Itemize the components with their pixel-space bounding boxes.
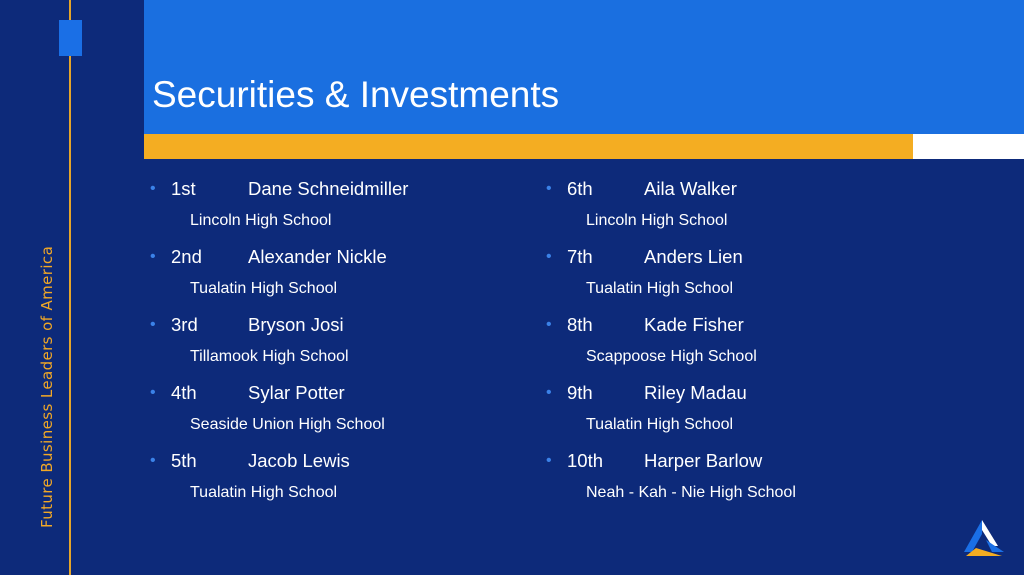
accent-bar-end xyxy=(913,134,1024,159)
result-place: 1st xyxy=(171,178,196,199)
sidebar-divider-line xyxy=(69,0,71,575)
result-place: 9th xyxy=(567,382,593,403)
bullet-icon: • xyxy=(150,248,156,265)
result-name: Jacob Lewis xyxy=(248,450,350,471)
result-school: Tillamook High School xyxy=(190,348,349,365)
bullet-icon: • xyxy=(150,316,156,333)
result-place: 2nd xyxy=(171,246,202,267)
result-name: Sylar Potter xyxy=(248,382,345,403)
result-school: Neah - Kah - Nie High School xyxy=(586,484,796,501)
bullet-icon: • xyxy=(546,248,552,265)
result-place: 8th xyxy=(567,314,593,335)
result-name: Riley Madau xyxy=(644,382,747,403)
sidebar-accent-tab xyxy=(59,20,82,56)
result-place: 5th xyxy=(171,450,197,471)
result-school: Tualatin High School xyxy=(586,416,734,433)
sidebar xyxy=(0,0,144,575)
result-name: Dane Schneidmiller xyxy=(248,178,409,199)
result-school: Scappoose High School xyxy=(586,348,757,365)
result-place: 6th xyxy=(567,178,593,199)
organization-name: Future Business Leaders of America xyxy=(38,245,56,528)
result-name: Aila Walker xyxy=(644,178,737,199)
bullet-icon: • xyxy=(150,452,156,469)
result-place: 4th xyxy=(171,382,197,403)
result-place: 3rd xyxy=(171,314,198,335)
page-title: Securities & Investments xyxy=(152,74,560,115)
bullet-icon: • xyxy=(150,180,156,197)
fbla-logo-icon xyxy=(962,518,1006,558)
result-school: Lincoln High School xyxy=(586,212,728,229)
bullet-icon: • xyxy=(546,316,552,333)
accent-bar xyxy=(144,134,913,159)
result-name: Kade Fisher xyxy=(644,314,744,335)
bullet-icon: • xyxy=(546,384,552,401)
bullet-icon: • xyxy=(546,452,552,469)
result-school: Tualatin High School xyxy=(190,484,338,501)
bullet-icon: • xyxy=(546,180,552,197)
result-name: Alexander Nickle xyxy=(248,246,387,267)
result-place: 7th xyxy=(567,246,593,267)
bullet-icon: • xyxy=(150,384,156,401)
result-school: Seaside Union High School xyxy=(190,416,385,433)
result-school: Lincoln High School xyxy=(190,212,332,229)
result-place: 10th xyxy=(567,450,604,471)
result-name: Anders Lien xyxy=(644,246,743,267)
result-name: Harper Barlow xyxy=(644,450,763,471)
result-school: Tualatin High School xyxy=(586,280,734,297)
result-school: Tualatin High School xyxy=(190,280,338,297)
result-name: Bryson Josi xyxy=(248,314,344,335)
